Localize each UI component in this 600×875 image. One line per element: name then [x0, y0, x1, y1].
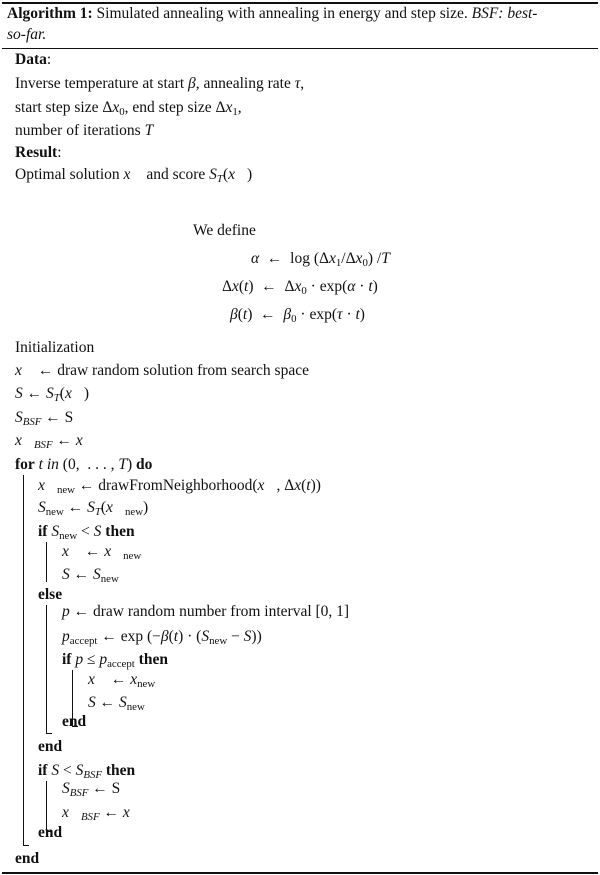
if3-line: if $S < S_{BSF}$ then: [38, 762, 136, 781]
init-line-4: $x⃗_{BSF}$ ← x⃗: [15, 432, 95, 451]
init-line-2: S ← $S_T(x⃗)$: [15, 385, 90, 404]
if2-end: end: [62, 713, 87, 730]
if2-line-a: x⃗ ← $x_{new}$: [88, 671, 156, 690]
if2-line: if $p \le p_{accept}$ then: [62, 651, 168, 670]
bottom-rule: [2, 872, 598, 874]
else-block-bar: [46, 605, 47, 733]
data-line-1: Inverse temperature at start β, annealing rate τ,: [15, 75, 305, 92]
result-heading: Result:: [15, 144, 62, 161]
if3-line-b: $x⃗_{BSF}$ ← x⃗: [62, 804, 142, 823]
else-block-hook: [46, 733, 52, 734]
if1-line: if $S_{new} < S$ then: [38, 523, 135, 542]
eq3: β(t) ← $\beta_0 \cdot \exp(\tau \cdot t)$: [230, 306, 365, 325]
if3-end: end: [38, 824, 63, 841]
if1-line-b: S ← $S_{new}$: [62, 566, 119, 585]
caption-text: Simulated annealing with annealing in energy and step size.: [96, 5, 468, 22]
if1-block-bar: [46, 542, 47, 582]
else-line-p: p ← draw random number from interval [0, 1]: [62, 603, 350, 620]
data-line-2: start step size $\Delta x_0$, end step size $\Delta x_1$,: [15, 99, 242, 118]
loop-line-snew: $S_{new}$ ← $S_T(x⃗_{new})$: [38, 499, 149, 518]
result-line: Optimal solution x⃗ and score $S_T(x⃗)$: [15, 166, 253, 185]
if1-end: end: [38, 738, 63, 755]
else-line-paccept: $p_{accept}$ ← $\exp (-\beta(t) \cdot (S_{new} - S))$: [62, 628, 262, 647]
else-keyword: else: [38, 586, 63, 603]
for-block-hook: [23, 845, 29, 846]
loop-line-new: $x⃗_{new}$ ← drawFromNeighborhood(x⃗, Δx(t)): [38, 477, 321, 496]
if1-line-a: x⃗ ← $x⃗_{new}$: [62, 543, 142, 562]
caption-rule: [2, 48, 598, 49]
definitions-intro: We define: [193, 222, 256, 239]
init-line-3: $S_{BSF}$ ← S: [15, 409, 74, 428]
data-line-3: number of iterations T: [15, 122, 154, 139]
eq1: α ← $\log (\Delta x_1/\Delta x_0)$ /T: [251, 250, 390, 269]
data-heading: Data:: [15, 51, 52, 68]
for-line: for t in (0, . . . , T) do: [15, 456, 153, 473]
if3-line-a: $S_{BSF}$ ← S: [62, 780, 121, 799]
algorithm-caption: [7, 4, 537, 24]
init-label: Initialization: [15, 339, 95, 356]
if2-line-b: S ← $S_{new}$: [88, 694, 145, 713]
init-line-1: x⃗ ← draw random solution from search space: [15, 362, 309, 379]
for-end: end: [15, 850, 40, 867]
caption-text-italic: BSF: best-: [471, 5, 538, 22]
caption-label: Algorithm 1:: [7, 5, 93, 22]
eq2: Δx(t) ← $\Delta x_0 \cdot \exp(\alpha \cdot t)$: [222, 278, 378, 297]
caption-line2: so-far.: [7, 26, 47, 43]
for-block-bar: [23, 475, 24, 845]
